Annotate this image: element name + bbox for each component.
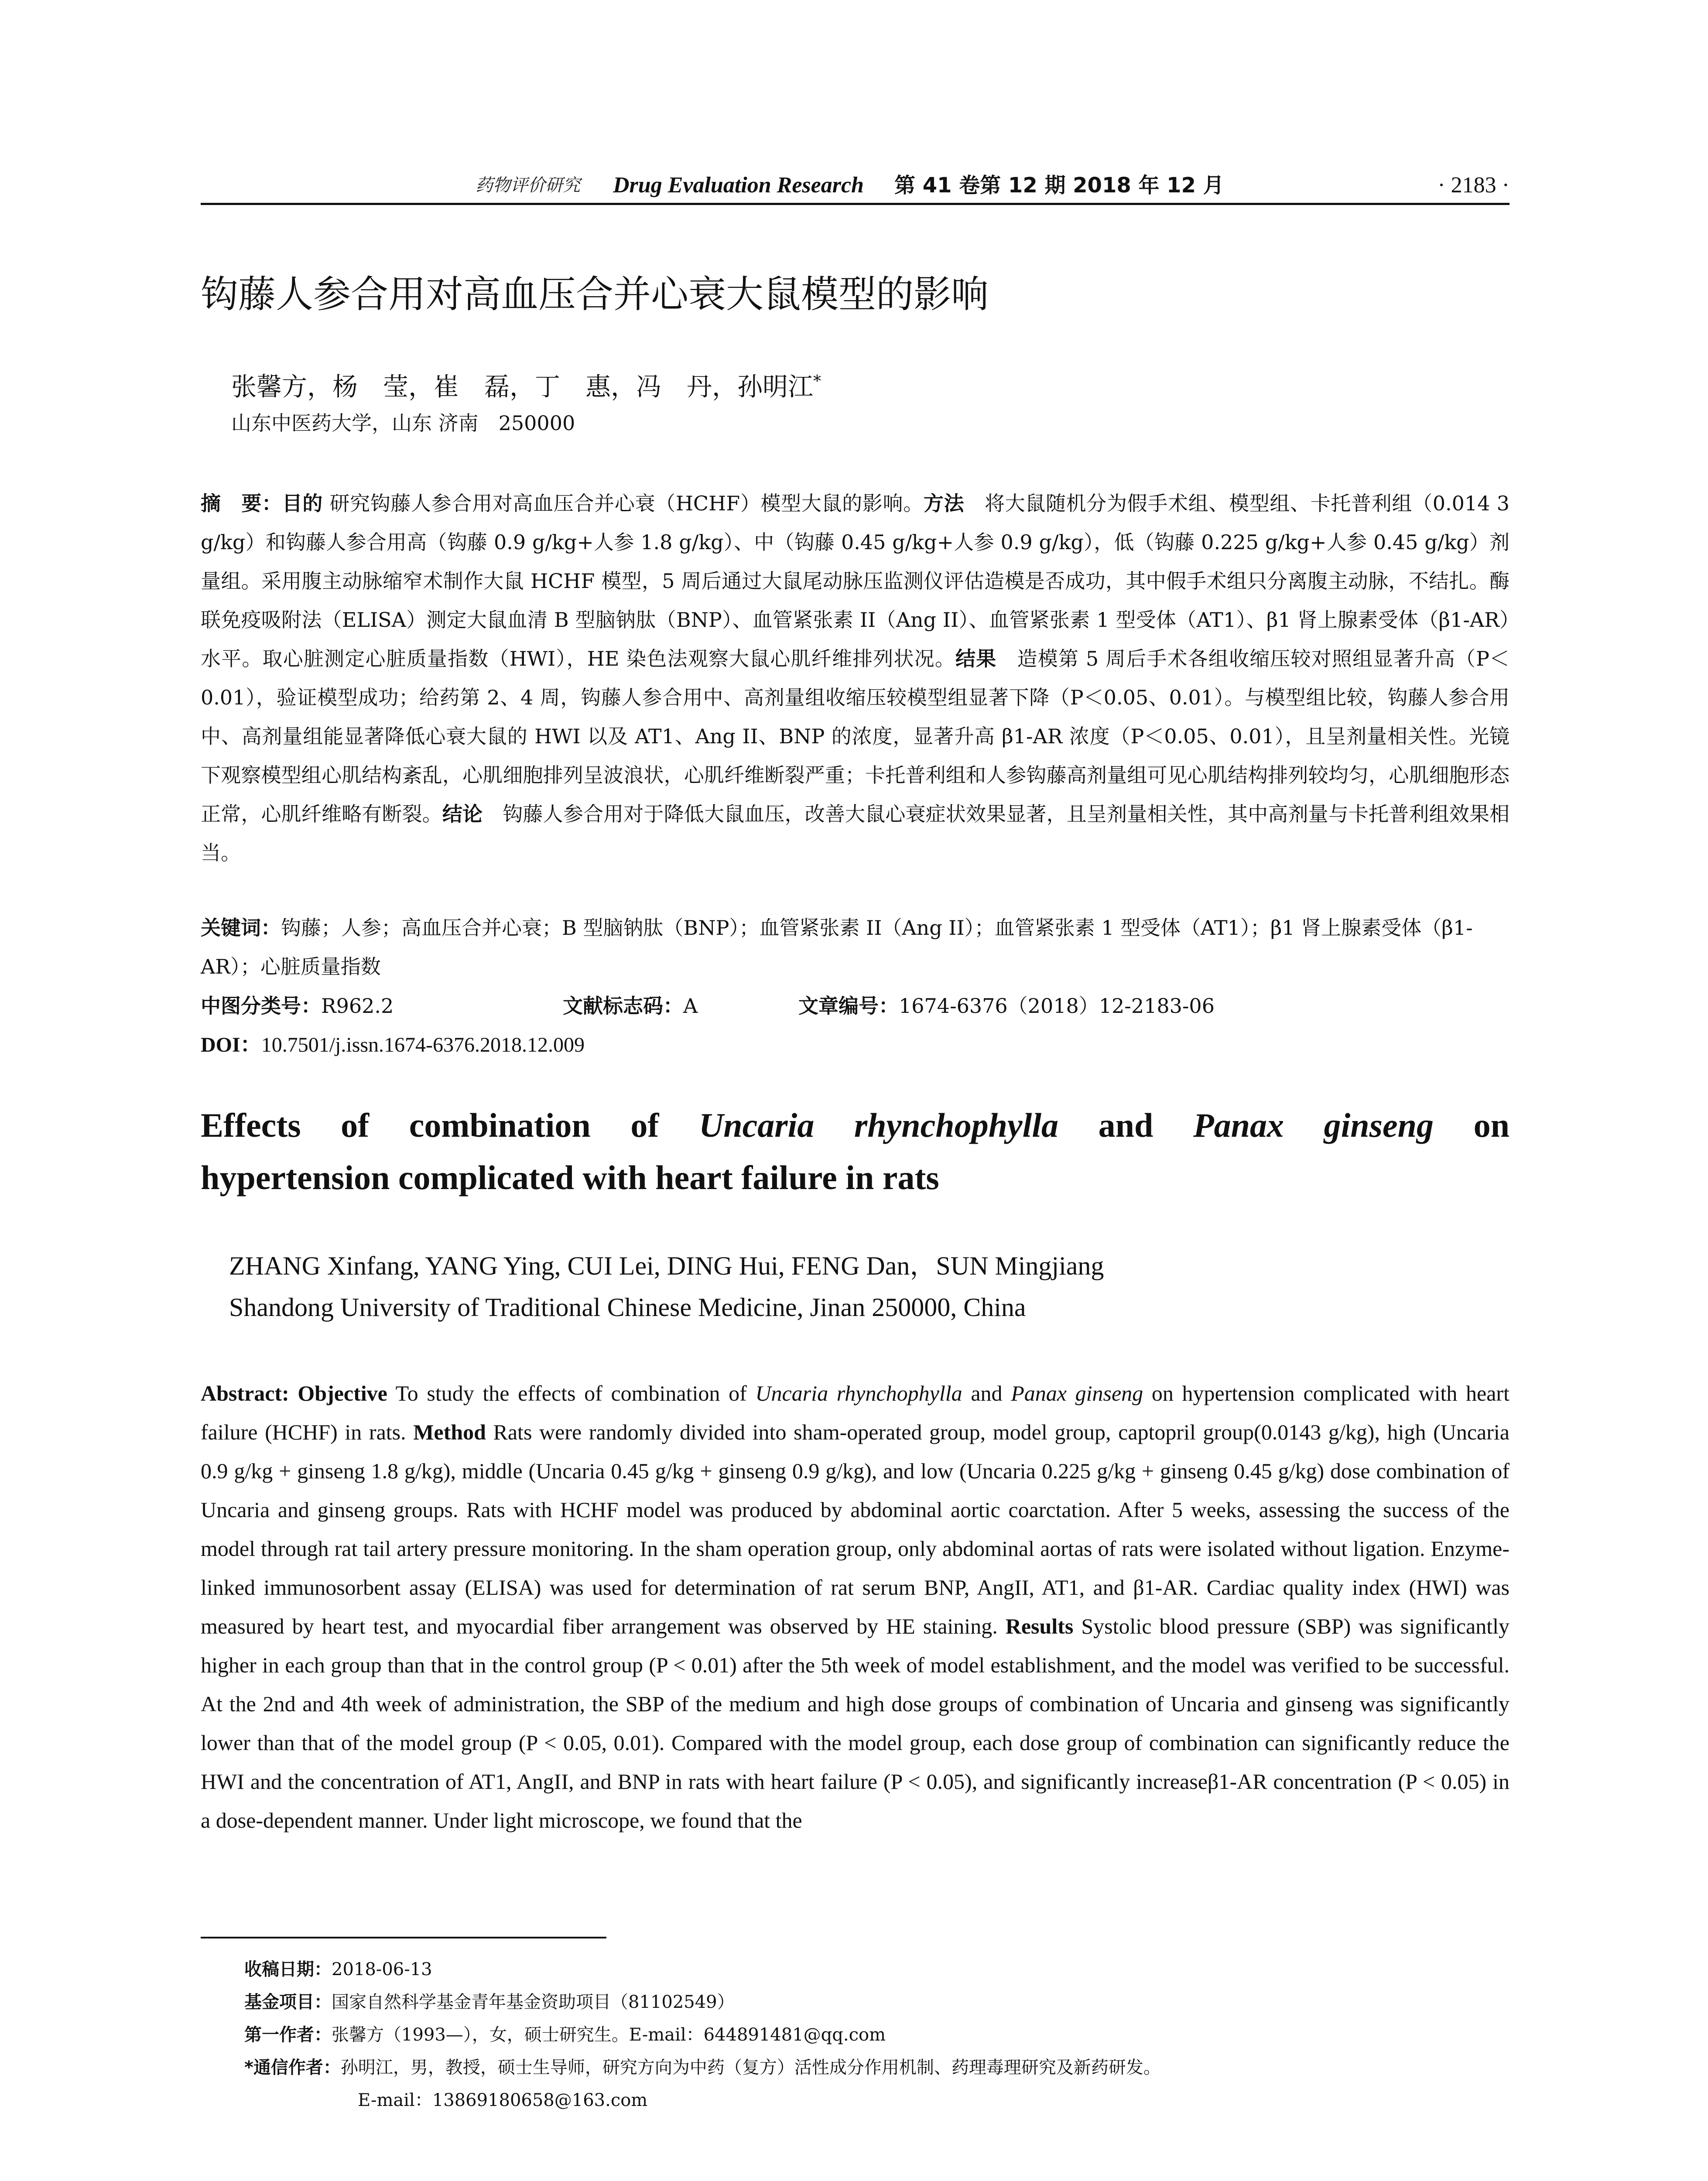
english-affiliation: Shandong University of Traditional Chinese Medicine, Jinan 250000, China [229,1293,1026,1322]
method-label: 方法 [923,492,965,515]
english-title-line2: hypertension complicated with heart failure in rats [201,1159,939,1196]
footnotes [244,1953,1509,2117]
issue-info: 第 41 卷第 12 期 2018 年 12 月 [894,173,1224,198]
conclusion-text: 钩藤人参合用对于降低大鼠血压，改善大鼠心衰症状效果显著，且呈剂量相关性，其中高剂量与卡托普利组效果相当。 [201,802,1509,865]
corresponding-email[interactable]: E-mail：13869180658@163.com [358,2090,648,2110]
doi-link[interactable]: 10.7501/j.issn.1674-6376.2018.12.009 [261,1033,585,1056]
chinese-keywords [201,909,1509,986]
corr-value: 孙明江，男，教授，硕士生导师，研究方向为中药（复方）活性成分作用机制、药理毒理研究及新药研发。 [340,2058,1161,2078]
clc-label: 中图分类号： [201,994,321,1018]
page-number: · 2183 · [1438,173,1509,198]
en-objective-text: and [962,1381,1011,1405]
corresponding-author-info [244,2051,1509,2084]
classification-line [201,987,1509,1026]
chinese-affiliation: 山东中医药大学，山东 济南 250000 [231,411,575,435]
en-method-label: Method [413,1420,486,1444]
running-header [201,168,1509,203]
title-part: on [1434,1106,1510,1144]
first-author-label: 第一作者： [244,2025,332,2045]
journal-name: Drug Evaluation Research [613,173,864,198]
chinese-abstract [201,484,1509,872]
en-abstract-label: Abstract: [201,1381,298,1405]
document-code [563,987,698,1026]
en-objective-text: To study the effects of combination of [387,1381,756,1405]
english-authors: ZHANG Xinfang, YANG Ying, CUI Lei, DING Hui, FENG Dan，SUN Mingjiang [229,1251,1104,1280]
keywords-label: 关键词： [201,916,281,940]
journal-logo: 药物评价研究 [476,175,580,195]
header-rule [201,203,1509,205]
chinese-author-list: 张馨方，杨 莹，崔 磊，丁 惠，冯 丹，孙明江 [231,372,814,402]
first-author-value: 张馨方（1993—），女，硕士研究生。E-mail：644891481@qq.com [332,2025,886,2045]
abstract-label: 摘 要： [201,492,282,515]
title-species-panax: Panax ginseng [1193,1106,1434,1144]
article-number [798,987,1215,1026]
objective-label: 目的 [282,492,323,515]
en-results-label: Results [1005,1614,1074,1638]
english-title-line1 [201,1099,1509,1152]
en-objective-label: Objective [298,1381,387,1405]
received-value: 2018-06-13 [332,1959,432,1979]
en-objective-text: on hypertension complicated with heart failure (HCHF) in rats. [201,1381,1509,1444]
results-text: 造模第 5 周后手术各组收缩压较对照组显著升高（P＜0.01），验证模型成功；给药第 2、4 周，钩藤人参合用中、高剂量组收缩压较模型组显著下降（P＜0.05、0.01）。与模型组比较，钩藤人参合用中、高剂量组能显著降低心衰大鼠的 HWI 以及 AT1、Ang II、BNP 的浓度，显著升高 β1-AR 浓度（P＜0.05、0.01），且呈剂量相关性。光镜下观察模型组心肌结构紊乱，心肌细胞排列呈波浪状，心肌纤维断裂严重；卡托普利组和人参钩藤高剂量组可见心肌结构排列较均匀，心肌细胞形态正常，心肌纤维略有断裂。 [201,647,1510,826]
footnote-rule [201,1937,606,1938]
title-part: and [1058,1106,1193,1144]
chinese-title: 钩藤人参合用对高血压合并心衰大鼠模型的影响 [201,273,989,316]
received-label: 收稿日期： [244,1959,332,1979]
fund-value: 国家自然科学基金青年基金资助项目（81102549） [332,1992,735,2012]
en-method-text: Rats were randomly divided into sham-operated group, model group, captopril group(0.0143 g/kg), high (Uncaria 0.9 g/kg + ginseng 1.8 g/kg), middle (Uncaria 0.45 g/kg + ginseng 0.9 g/kg), and low (Uncaria 0.225 g/kg + ginseng 0.45 g/kg) dose combination of Uncaria and ginseng groups. Rats with HCHF model was produced by abdominal aortic coarctation. After 5 weeks, assessing the success of the model through rat tail artery pressure monitoring. In the sham operation group, only abdominal aortas of rats were isolated without ligation. Enzyme-linked immunosorbent assay (ELISA) was used for determination of rat serum BNP, AngII, AT1, and β1-AR. Cardiac quality index (HWI) was measured by heart test, and myocardial fiber arrangement was observed by HE staining. [201,1420,1509,1638]
article-label: 文章编号： [798,994,899,1018]
en-species-panax: Panax ginseng [1011,1381,1143,1405]
doi-label: DOI： [201,1033,261,1056]
results-label: 结果 [955,647,997,670]
english-title [201,1099,1509,1204]
clc-value: R962.2 [321,994,394,1018]
keywords-text: 钩藤；人参；高血压合并心衰；B 型脑钠肽（BNP）；血管紧张素 II（Ang II）；血管紧张素 1 型受体（AT1）；β1 肾上腺素受体（β1-AR）；心脏质量指数 [201,916,1473,978]
first-author-info [244,2019,1509,2051]
method-text: 将大鼠随机分为假手术组、模型组、卡托普利组（0.014 3 g/kg）和钩藤人参合用高（钩藤 0.9 g/kg+人参 1.8 g/kg）、中（钩藤 0.45 g/kg+人参 0.9 g/kg），低（钩藤 0.225 g/kg+人参 0.45 g/kg）剂量组。采用腹主动脉缩窄术制作大鼠 HCHF 模型，5 周后通过大鼠尾动脉压监测仪评估造模是否成功，其中假手术组只分离腹主动脉，不结扎。酶联免疫吸附法（ELISA）测定大鼠血清 B 型脑钠肽（BNP）、血管紧张素 II（Ang II）、血管紧张素 1 型受体（AT1）、β1 肾上腺素受体（β1-AR）水平。取心脏测定心脏质量指数（HWI），HE 染色法观察大鼠心肌纤维排列状况。 [201,492,1510,670]
received-date [244,1953,1509,1986]
conclusion-label: 结论 [442,802,483,826]
chinese-authors [231,362,1496,406]
title-part: Effects of combination of [201,1106,699,1144]
fund-info [244,1986,1509,2019]
doccode-label: 文献标志码： [563,994,683,1018]
fund-label: 基金项目： [244,1992,332,2012]
doi-line [201,1026,1509,1064]
en-species-uncaria: Uncaria rhynchophylla [755,1381,962,1405]
corr-label: *通信作者： [244,2058,341,2078]
objective-text: 研究钩藤人参合用对高血压合并心衰（HCHF）模型大鼠的影响。 [323,492,924,515]
clc-number [201,994,394,1018]
title-species-uncaria: Uncaria rhynchophylla [698,1106,1059,1144]
english-abstract [201,1374,1509,1840]
article-value: 1674-6376（2018）12-2183-06 [899,994,1215,1018]
doccode-value: A [683,994,698,1018]
corresponding-mark: * [813,373,821,390]
en-results-text: Systolic blood pressure (SBP) was significantly higher in each group than that in the control group (P < 0.01) after the 5th week of model establishment, and the model was verified to be successful. At the 2nd and 4th week of administration, the SBP of the medium and high dose groups of combination of Uncaria and ginseng was significantly lower than that of the model group (P < 0.05, 0.01). Compared with the model group, each dose group of combination can significantly reduce the HWI and the concentration of AT1, AngII, and BNP in rats with heart failure (P < 0.05), and significantly increaseβ1-AR concentration (P < 0.05) in a dose-dependent manner. Under light microscope, we found that the [201,1614,1509,1832]
